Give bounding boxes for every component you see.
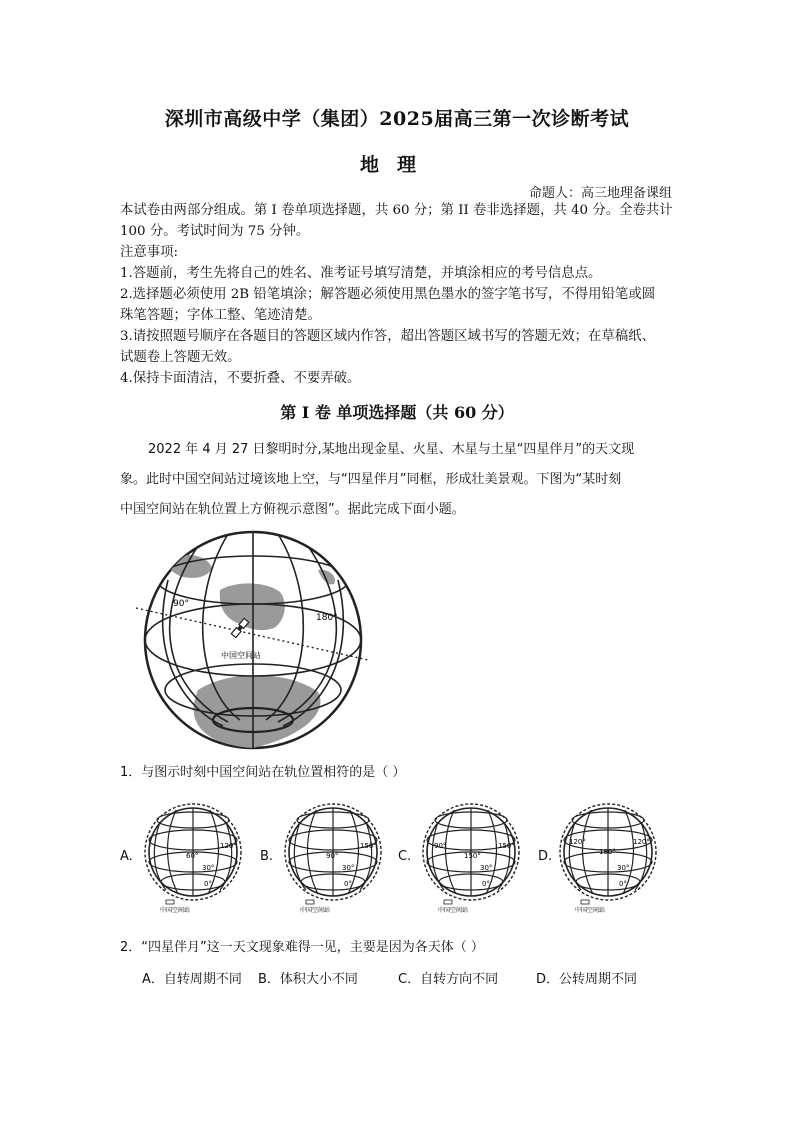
exam-title: 深圳市高级中学（集团）2025届高三第一次诊断考试: [164, 108, 630, 130]
b-lat1-label: 30°: [342, 864, 355, 872]
author-line: 命题人：高三地理备课组: [528, 186, 672, 201]
option-a-letter[interactable]: A.: [120, 849, 133, 864]
option-d-globe[interactable]: [553, 800, 663, 915]
q2-choice-a[interactable]: A．自转周期不同: [142, 972, 242, 987]
option-b-globe[interactable]: [278, 800, 388, 915]
c-station-label: 中国空间站: [438, 907, 469, 914]
d-lat0-label: 0°: [619, 880, 627, 888]
note-1: 1.答题前，考生先将自己的姓名、准考证号填写清楚，并填涂相应的考号信息点。: [120, 266, 602, 281]
b-top-label: 150°: [360, 842, 377, 850]
a-mid-label: 60°: [186, 852, 199, 860]
a-top-label: 120°: [220, 842, 237, 850]
option-c-globe[interactable]: [416, 800, 526, 915]
space-station-globe-figure: [128, 520, 378, 750]
a-station-icon: [166, 900, 174, 904]
a-lat0-label: 0°: [204, 880, 212, 888]
intro-line-2: 100 分。考试时间为 75 分钟。: [120, 224, 310, 239]
q2-choice-c[interactable]: C．自转方向不同: [398, 972, 499, 987]
b-station-label: 中国空间站: [300, 907, 331, 914]
option-b-letter[interactable]: B.: [260, 849, 274, 864]
option-a-globe[interactable]: [138, 800, 248, 915]
d-lat1-label: 30°: [617, 864, 630, 872]
notes-heading: 注意事项:: [120, 245, 179, 260]
c-lat0-label: 0°: [482, 880, 490, 888]
note-2-line-1: 2.选择题必须使用 2B 铅笔填涂；解答题必须使用黑色墨水的签字笔书写，不得用铅笔或圆: [120, 287, 656, 302]
option-c-letter[interactable]: C.: [398, 849, 412, 864]
c-lat1-label: 30°: [480, 864, 493, 872]
d-left-label: 120°: [569, 838, 586, 846]
note-4: 4.保持卡面清洁，不要折叠、不要弄破。: [120, 371, 361, 386]
c-station-icon: [444, 900, 452, 904]
d-mid-label: 180°: [599, 848, 616, 856]
d-station-icon: [581, 900, 589, 904]
note-3-line-2: 试题卷上答题无效。: [120, 350, 241, 365]
q2-choice-d[interactable]: D．公转周期不同: [536, 972, 638, 987]
b-mid-label: 90°: [326, 852, 339, 860]
subject-title: 地理: [359, 154, 434, 176]
note-3-line-1: 3.请按照题号顺序在各题目的答题区域内作答，超出答题区域书写的答题无效；在草稿纸、: [120, 329, 656, 344]
option-d-letter[interactable]: D.: [538, 849, 553, 864]
question-1-stem: 1．与图示时刻中国空间站在轨位置相符的是（ ）: [120, 765, 406, 780]
d-station-label: 中国空间站: [575, 907, 606, 914]
passage-line-1: 2022 年 4 月 27 日黎明时分,某地出现金星、火星、木星与土星“四星伴月”的天文现: [148, 442, 635, 457]
c-mid-label: 150°: [464, 852, 481, 860]
a-lat1-label: 30°: [202, 864, 215, 872]
c-left-label: 90°: [434, 842, 447, 850]
a-station-label: 中国空间站: [160, 907, 191, 914]
passage-line-3: 中国空间站在轨位置上方俯视示意图”。据此完成下面小题。: [120, 502, 465, 517]
section-heading: 第 I 卷 单项选择题（共 60 分）: [280, 403, 514, 422]
passage-line-2: 象。此时中国空间站过境该地上空，与“四星伴月”同框，形成壮美景观。下图为“某时刻: [120, 472, 622, 487]
label-90: 90°: [173, 599, 189, 609]
label-180: 180°: [316, 613, 338, 623]
q2-choice-b[interactable]: B．体积大小不同: [258, 972, 358, 987]
b-lat0-label: 0°: [344, 880, 352, 888]
d-right-label: 120°: [633, 838, 650, 846]
station-label: 中国空间站: [221, 651, 261, 660]
question-2-stem: 2．“四星伴月”这一天文现象难得一见，主要是因为各天体（ ）: [120, 940, 484, 955]
c-top-label: 150°: [498, 842, 515, 850]
intro-line-1: 本试卷由两部分组成。第 I 卷单项选择题，共 60 分；第 II 卷非选择题，共 40 分。全卷共计: [120, 203, 673, 218]
b-station-icon: [306, 900, 314, 904]
note-2-line-2: 珠笔答题；字体工整、笔迹清楚。: [120, 308, 321, 323]
